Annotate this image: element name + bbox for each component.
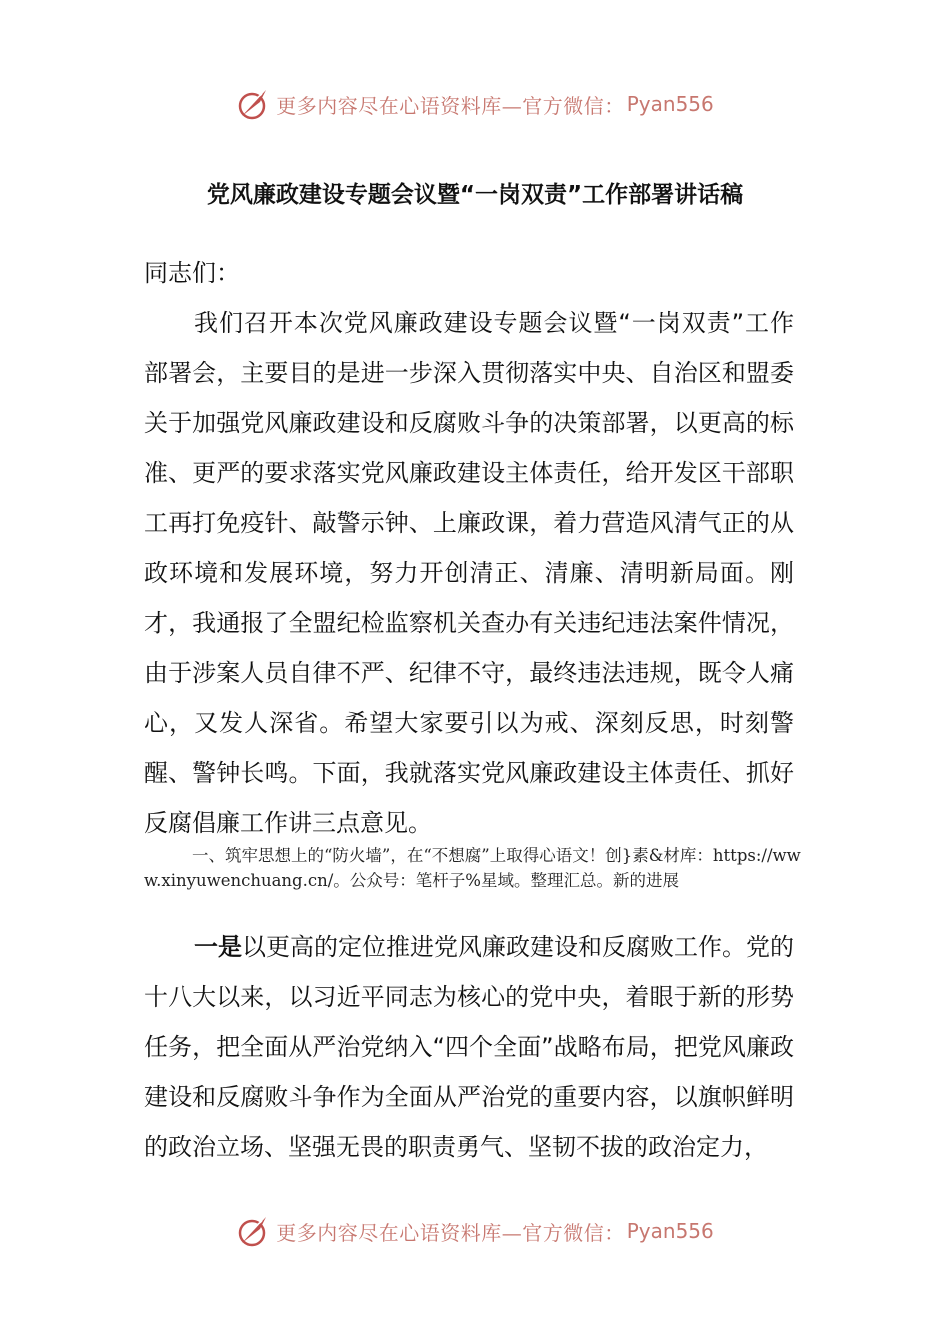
section-heading: 一、筑牢思想上的“防火墙”，在“不想腐”上取得心语文！创}素&材库：https://www.xinyuwenchuang.cn/。公众号：笔杆子%星域。整理汇总。新的进展 [144,846,801,890]
footer-banner [0,1211,950,1251]
banner-wechat-id: Pyan556 [626,1219,714,1243]
header-banner [0,84,950,124]
banner-text: 更多内容尽在心语资料库—官方微信： [276,1220,625,1245]
salutation: 同志们： [144,259,240,287]
quill-logo-icon [236,1213,272,1249]
document-title: 党风廉政建设专题会议暨“一岗双责”工作部署讲话稿 [206,182,744,208]
paragraph-2-lead: 一是 [194,933,242,961]
paragraph-2-text: 以更高的定位推进党风廉政建设和反腐败工作。党的十八大以来，以习近平同志为核心的党中央，着眼于新的形势任务，把全面从严治党纳入“四个全面”战略布局，把党风廉政建设和反腐败斗争作为全面从严治党的重要内容，以旗帜鲜明的政治立场、坚强无畏的职责勇气、坚韧不拔的政治定力， [144,933,794,1161]
paragraph-1: 我们召开本次党风廉政建设专题会议暨“一岗双责”工作部署会，主要目的是进一步深入贯彻落实中央、自治区和盟委关于加强党风廉政建设和反腐败斗争的决策部署，以更高的标准、更严的要求落实党风廉政建设主体责任，给开发区干部职工再打免疫针、敲警示钟、上廉政课，着力营造风清气正的从政环境和发展环境，努力开创清正、清廉、清明新局面。刚才，我通报了全盟纪检监察机关查办有关违纪违法案件情况，由于涉案人员自律不严、纪律不守，最终违法违规，既令人痛心，又发人深省。希望大家要引以为戒、深刻反思，时刻警醒、警钟长鸣。下面，我就落实党风廉政建设主体责任、抓好反腐倡廉工作讲三点意见。 [144,309,794,837]
quill-logo-icon [236,86,272,122]
paragraph-2 [144,922,794,1172]
banner-wechat-id: Pyan556 [626,92,714,116]
banner-text: 更多内容尽在心语资料库—官方微信： [276,93,625,118]
